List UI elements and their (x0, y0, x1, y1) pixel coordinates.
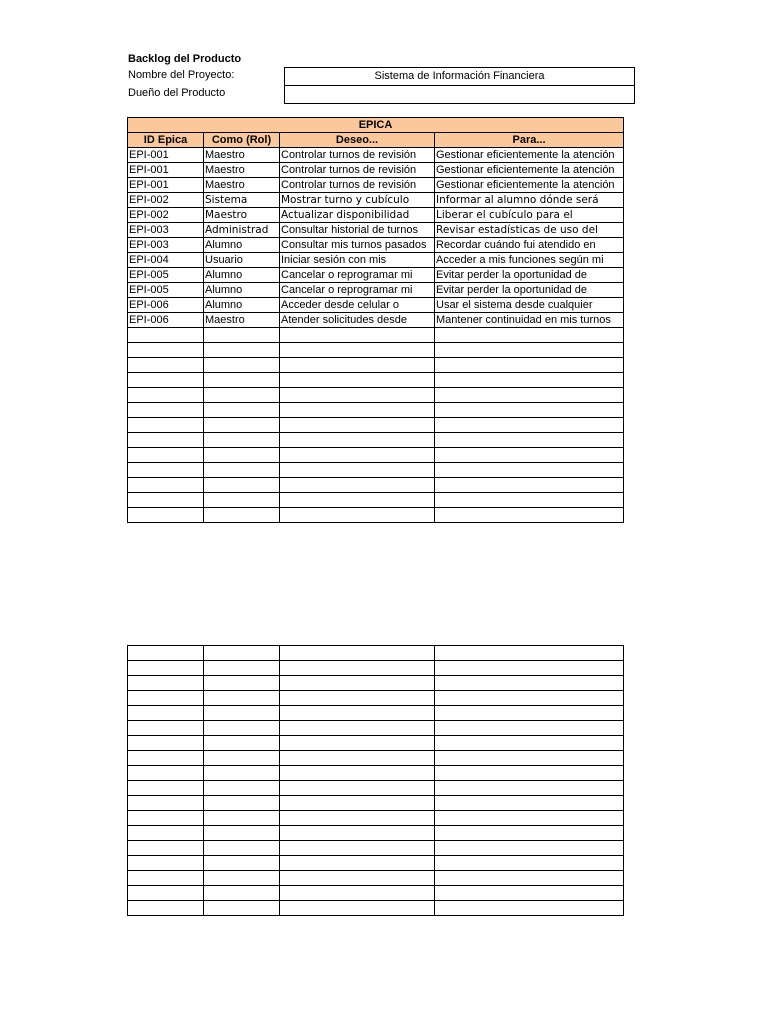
empty-cell[interactable] (204, 781, 280, 796)
project-name-field[interactable]: Sistema de Información Financiera (284, 67, 635, 86)
empty-table-row (128, 721, 624, 736)
empty-cell[interactable] (128, 826, 204, 841)
empty-cell[interactable] (435, 328, 624, 343)
empty-cell[interactable] (435, 343, 624, 358)
table-cell[interactable]: Acceder a mis funciones según mi (435, 253, 624, 268)
empty-table-row (128, 841, 624, 856)
table-cell[interactable]: EPI-002 (128, 193, 204, 208)
empty-cell[interactable] (435, 826, 624, 841)
empty-cell[interactable] (204, 661, 280, 676)
empty-cell[interactable] (128, 508, 204, 523)
empty-cell[interactable] (280, 478, 435, 493)
empty-cell[interactable] (204, 388, 280, 403)
empty-cell[interactable] (435, 388, 624, 403)
empty-cell[interactable] (204, 448, 280, 463)
empty-table-row (128, 463, 624, 478)
column-header-deseo: Deseo... (280, 133, 435, 148)
empty-cell[interactable] (128, 841, 204, 856)
table-cell[interactable]: Revisar estadísticas de uso del (435, 223, 624, 238)
empty-cell[interactable] (128, 856, 204, 871)
empty-cell[interactable] (280, 751, 435, 766)
empty-table-row (128, 781, 624, 796)
empty-cell[interactable] (128, 886, 204, 901)
empty-cell[interactable] (128, 871, 204, 886)
table-cell[interactable]: Gestionar eficientemente la atención (435, 163, 624, 178)
empty-cell[interactable] (435, 781, 624, 796)
empty-table-row (128, 901, 624, 916)
epic-group-header: EPICA (128, 118, 624, 133)
empty-cell[interactable] (128, 706, 204, 721)
empty-cell[interactable] (204, 373, 280, 388)
table-cell[interactable]: EPI-003 (128, 223, 204, 238)
empty-cell[interactable] (280, 826, 435, 841)
table-cell[interactable]: Mantener continuidad en mis turnos (435, 313, 624, 328)
empty-cell[interactable] (280, 403, 435, 418)
empty-cell[interactable] (204, 721, 280, 736)
empty-table-row (128, 706, 624, 721)
empty-cell[interactable] (280, 388, 435, 403)
empty-table-row (128, 856, 624, 871)
empty-cell[interactable] (435, 721, 624, 736)
epic-backlog-table (127, 117, 624, 523)
empty-cell[interactable] (128, 796, 204, 811)
empty-cell[interactable] (204, 811, 280, 826)
empty-table-row (128, 433, 624, 448)
empty-cell[interactable] (204, 796, 280, 811)
table-row (128, 178, 624, 193)
empty-cell[interactable] (280, 373, 435, 388)
empty-cell[interactable] (128, 388, 204, 403)
empty-cell[interactable] (435, 901, 624, 916)
empty-cell[interactable] (204, 328, 280, 343)
table-cell[interactable]: Informar al alumno dónde será (435, 193, 624, 208)
empty-table-row (128, 766, 624, 781)
empty-cell[interactable] (128, 751, 204, 766)
table-cell[interactable]: EPI-004 (128, 253, 204, 268)
empty-table-row (128, 448, 624, 463)
empty-table-row (128, 508, 624, 523)
empty-cell[interactable] (128, 403, 204, 418)
empty-cell[interactable] (204, 478, 280, 493)
column-header-como-rol: Como (Rol) (204, 133, 280, 148)
table-row (128, 208, 624, 223)
table-cell[interactable]: Actualizar disponibilidad (280, 208, 435, 223)
table-cell[interactable]: Evitar perder la oportunidad de (435, 283, 624, 298)
table-cell[interactable]: Usuario (204, 253, 280, 268)
empty-cell[interactable] (128, 343, 204, 358)
empty-cell[interactable] (204, 676, 280, 691)
empty-cell[interactable] (128, 358, 204, 373)
empty-cell[interactable] (204, 646, 280, 661)
empty-table-row (128, 646, 624, 661)
empty-table-row (128, 736, 624, 751)
empty-cell[interactable] (128, 418, 204, 433)
table-cell[interactable]: Acceder desde celular o (280, 298, 435, 313)
table-row (128, 163, 624, 178)
table-cell[interactable]: EPI-005 (128, 268, 204, 283)
column-header-para: Para... (435, 133, 624, 148)
empty-cell[interactable] (280, 781, 435, 796)
table-row (128, 148, 624, 163)
empty-cell[interactable] (280, 901, 435, 916)
table-row (128, 223, 624, 238)
empty-cell[interactable] (280, 676, 435, 691)
empty-table-row (128, 796, 624, 811)
table-row (128, 193, 624, 208)
empty-cell[interactable] (204, 403, 280, 418)
empty-cell[interactable] (204, 493, 280, 508)
empty-cell[interactable] (435, 448, 624, 463)
empty-cell[interactable] (204, 463, 280, 478)
table-cell[interactable]: EPI-002 (128, 208, 204, 223)
empty-table-row (128, 886, 624, 901)
table-cell[interactable]: Atender solicitudes desde (280, 313, 435, 328)
table-cell[interactable]: Alumno (204, 298, 280, 313)
empty-cell[interactable] (128, 328, 204, 343)
empty-cell[interactable] (128, 811, 204, 826)
empty-cell[interactable] (128, 901, 204, 916)
empty-cell[interactable] (128, 478, 204, 493)
empty-cell[interactable] (128, 373, 204, 388)
table-cell[interactable]: Sistema (204, 193, 280, 208)
empty-backlog-table (127, 645, 624, 916)
empty-cell[interactable] (280, 886, 435, 901)
table-cell[interactable]: Controlar turnos de revisión (280, 178, 435, 193)
empty-cell[interactable] (128, 691, 204, 706)
empty-cell[interactable] (128, 448, 204, 463)
table-cell[interactable]: Recordar cuándo fui atendido en (435, 238, 624, 253)
table-row (128, 268, 624, 283)
empty-cell[interactable] (280, 796, 435, 811)
table-row (128, 283, 624, 298)
empty-cell[interactable] (435, 493, 624, 508)
empty-table-row (128, 418, 624, 433)
empty-cell[interactable] (435, 751, 624, 766)
empty-table-row (128, 388, 624, 403)
empty-cell[interactable] (204, 691, 280, 706)
table-cell[interactable]: Alumno (204, 268, 280, 283)
empty-cell[interactable] (280, 433, 435, 448)
empty-table-row (128, 751, 624, 766)
empty-cell[interactable] (435, 706, 624, 721)
empty-cell[interactable] (435, 811, 624, 826)
table-row (128, 313, 624, 328)
empty-cell[interactable] (435, 373, 624, 388)
empty-cell[interactable] (204, 901, 280, 916)
empty-cell[interactable] (128, 781, 204, 796)
table-cell[interactable]: Maestro (204, 163, 280, 178)
empty-cell[interactable] (128, 433, 204, 448)
table-cell[interactable]: Cancelar o reprogramar mi (280, 283, 435, 298)
empty-cell[interactable] (280, 841, 435, 856)
empty-cell[interactable] (204, 358, 280, 373)
empty-cell[interactable] (435, 766, 624, 781)
empty-cell[interactable] (280, 736, 435, 751)
empty-cell[interactable] (435, 661, 624, 676)
empty-cell[interactable] (204, 343, 280, 358)
table-cell[interactable]: Mostrar turno y cubículo (280, 193, 435, 208)
table-cell[interactable]: EPI-003 (128, 238, 204, 253)
empty-table-row (128, 493, 624, 508)
empty-cell[interactable] (435, 418, 624, 433)
empty-cell[interactable] (128, 661, 204, 676)
empty-cell[interactable] (128, 736, 204, 751)
empty-cell[interactable] (435, 691, 624, 706)
empty-cell[interactable] (128, 463, 204, 478)
table-cell[interactable]: Liberar el cubículo para el (435, 208, 624, 223)
empty-cell[interactable] (128, 676, 204, 691)
empty-cell[interactable] (204, 886, 280, 901)
empty-cell[interactable] (435, 478, 624, 493)
table-cell[interactable]: Cancelar o reprogramar mi (280, 268, 435, 283)
empty-cell[interactable] (204, 766, 280, 781)
empty-cell[interactable] (204, 706, 280, 721)
empty-cell[interactable] (280, 691, 435, 706)
table-cell[interactable]: Gestionar eficientemente la atención (435, 178, 624, 193)
empty-cell[interactable] (280, 706, 435, 721)
empty-cell[interactable] (280, 871, 435, 886)
table-cell[interactable]: Evitar perder la oportunidad de (435, 268, 624, 283)
table-cell[interactable]: Administrad (204, 223, 280, 238)
empty-cell[interactable] (435, 358, 624, 373)
project-name-label: Nombre del Proyecto: (128, 69, 235, 81)
table-cell[interactable]: Maestro (204, 313, 280, 328)
empty-cell[interactable] (280, 493, 435, 508)
empty-table-row (128, 478, 624, 493)
page-title: Backlog del Producto (128, 53, 242, 65)
table-cell[interactable]: Controlar turnos de revisión (280, 163, 435, 178)
column-header-id-epica: ID Epica (128, 133, 204, 148)
table-cell[interactable]: Maestro (204, 148, 280, 163)
empty-cell[interactable] (435, 796, 624, 811)
empty-cell[interactable] (280, 508, 435, 523)
empty-cell[interactable] (204, 508, 280, 523)
empty-table-row (128, 676, 624, 691)
empty-cell[interactable] (280, 721, 435, 736)
empty-cell[interactable] (128, 721, 204, 736)
table-cell[interactable]: Controlar turnos de revisión (280, 148, 435, 163)
empty-cell[interactable] (204, 418, 280, 433)
empty-table-row (128, 871, 624, 886)
empty-table-row (128, 328, 624, 343)
empty-cell[interactable] (280, 661, 435, 676)
empty-cell[interactable] (204, 871, 280, 886)
empty-table-row (128, 358, 624, 373)
empty-cell[interactable] (435, 856, 624, 871)
empty-cell[interactable] (204, 841, 280, 856)
table-cell[interactable]: Alumno (204, 238, 280, 253)
table-cell[interactable]: Iniciar sesión con mis (280, 253, 435, 268)
empty-table-row (128, 826, 624, 841)
table-cell[interactable]: EPI-006 (128, 313, 204, 328)
empty-cell[interactable] (204, 736, 280, 751)
empty-cell[interactable] (204, 856, 280, 871)
table-cell[interactable]: Gestionar eficientemente la atención (435, 148, 624, 163)
empty-cell[interactable] (280, 358, 435, 373)
table-row (128, 298, 624, 313)
table-cell[interactable]: Consultar historial de turnos (280, 223, 435, 238)
empty-cell[interactable] (280, 328, 435, 343)
empty-cell[interactable] (280, 343, 435, 358)
table-cell[interactable]: EPI-005 (128, 283, 204, 298)
empty-cell[interactable] (204, 433, 280, 448)
empty-cell[interactable] (435, 871, 624, 886)
table-cell[interactable]: Usar el sistema desde cualquier (435, 298, 624, 313)
empty-cell[interactable] (280, 646, 435, 661)
empty-cell[interactable] (435, 646, 624, 661)
empty-cell[interactable] (435, 841, 624, 856)
empty-cell[interactable] (435, 886, 624, 901)
product-owner-label: Dueño del Producto (128, 87, 226, 99)
empty-cell[interactable] (280, 811, 435, 826)
empty-table-row (128, 661, 624, 676)
empty-cell[interactable] (204, 751, 280, 766)
empty-cell[interactable] (435, 736, 624, 751)
empty-cell[interactable] (435, 403, 624, 418)
empty-cell[interactable] (435, 463, 624, 478)
empty-cell[interactable] (128, 646, 204, 661)
empty-cell[interactable] (128, 493, 204, 508)
empty-cell[interactable] (280, 766, 435, 781)
empty-cell[interactable] (435, 508, 624, 523)
empty-cell[interactable] (280, 463, 435, 478)
empty-cell[interactable] (280, 418, 435, 433)
empty-cell[interactable] (128, 766, 204, 781)
empty-cell[interactable] (204, 826, 280, 841)
empty-table-row (128, 691, 624, 706)
empty-table-row (128, 373, 624, 388)
empty-cell[interactable] (435, 433, 624, 448)
empty-cell[interactable] (435, 676, 624, 691)
table-cell[interactable]: EPI-001 (128, 178, 204, 193)
table-row (128, 253, 624, 268)
table-cell[interactable]: Alumno (204, 283, 280, 298)
empty-table-row (128, 343, 624, 358)
table-cell[interactable]: Maestro (204, 208, 280, 223)
table-cell[interactable]: Consultar mis turnos pasados (280, 238, 435, 253)
empty-cell[interactable] (280, 448, 435, 463)
table-cell[interactable]: EPI-006 (128, 298, 204, 313)
empty-cell[interactable] (280, 856, 435, 871)
empty-table-row (128, 403, 624, 418)
table-row (128, 238, 624, 253)
table-cell[interactable]: EPI-001 (128, 148, 204, 163)
table-cell[interactable]: Maestro (204, 178, 280, 193)
empty-table-row (128, 811, 624, 826)
product-owner-field[interactable] (284, 85, 635, 104)
table-cell[interactable]: EPI-001 (128, 163, 204, 178)
